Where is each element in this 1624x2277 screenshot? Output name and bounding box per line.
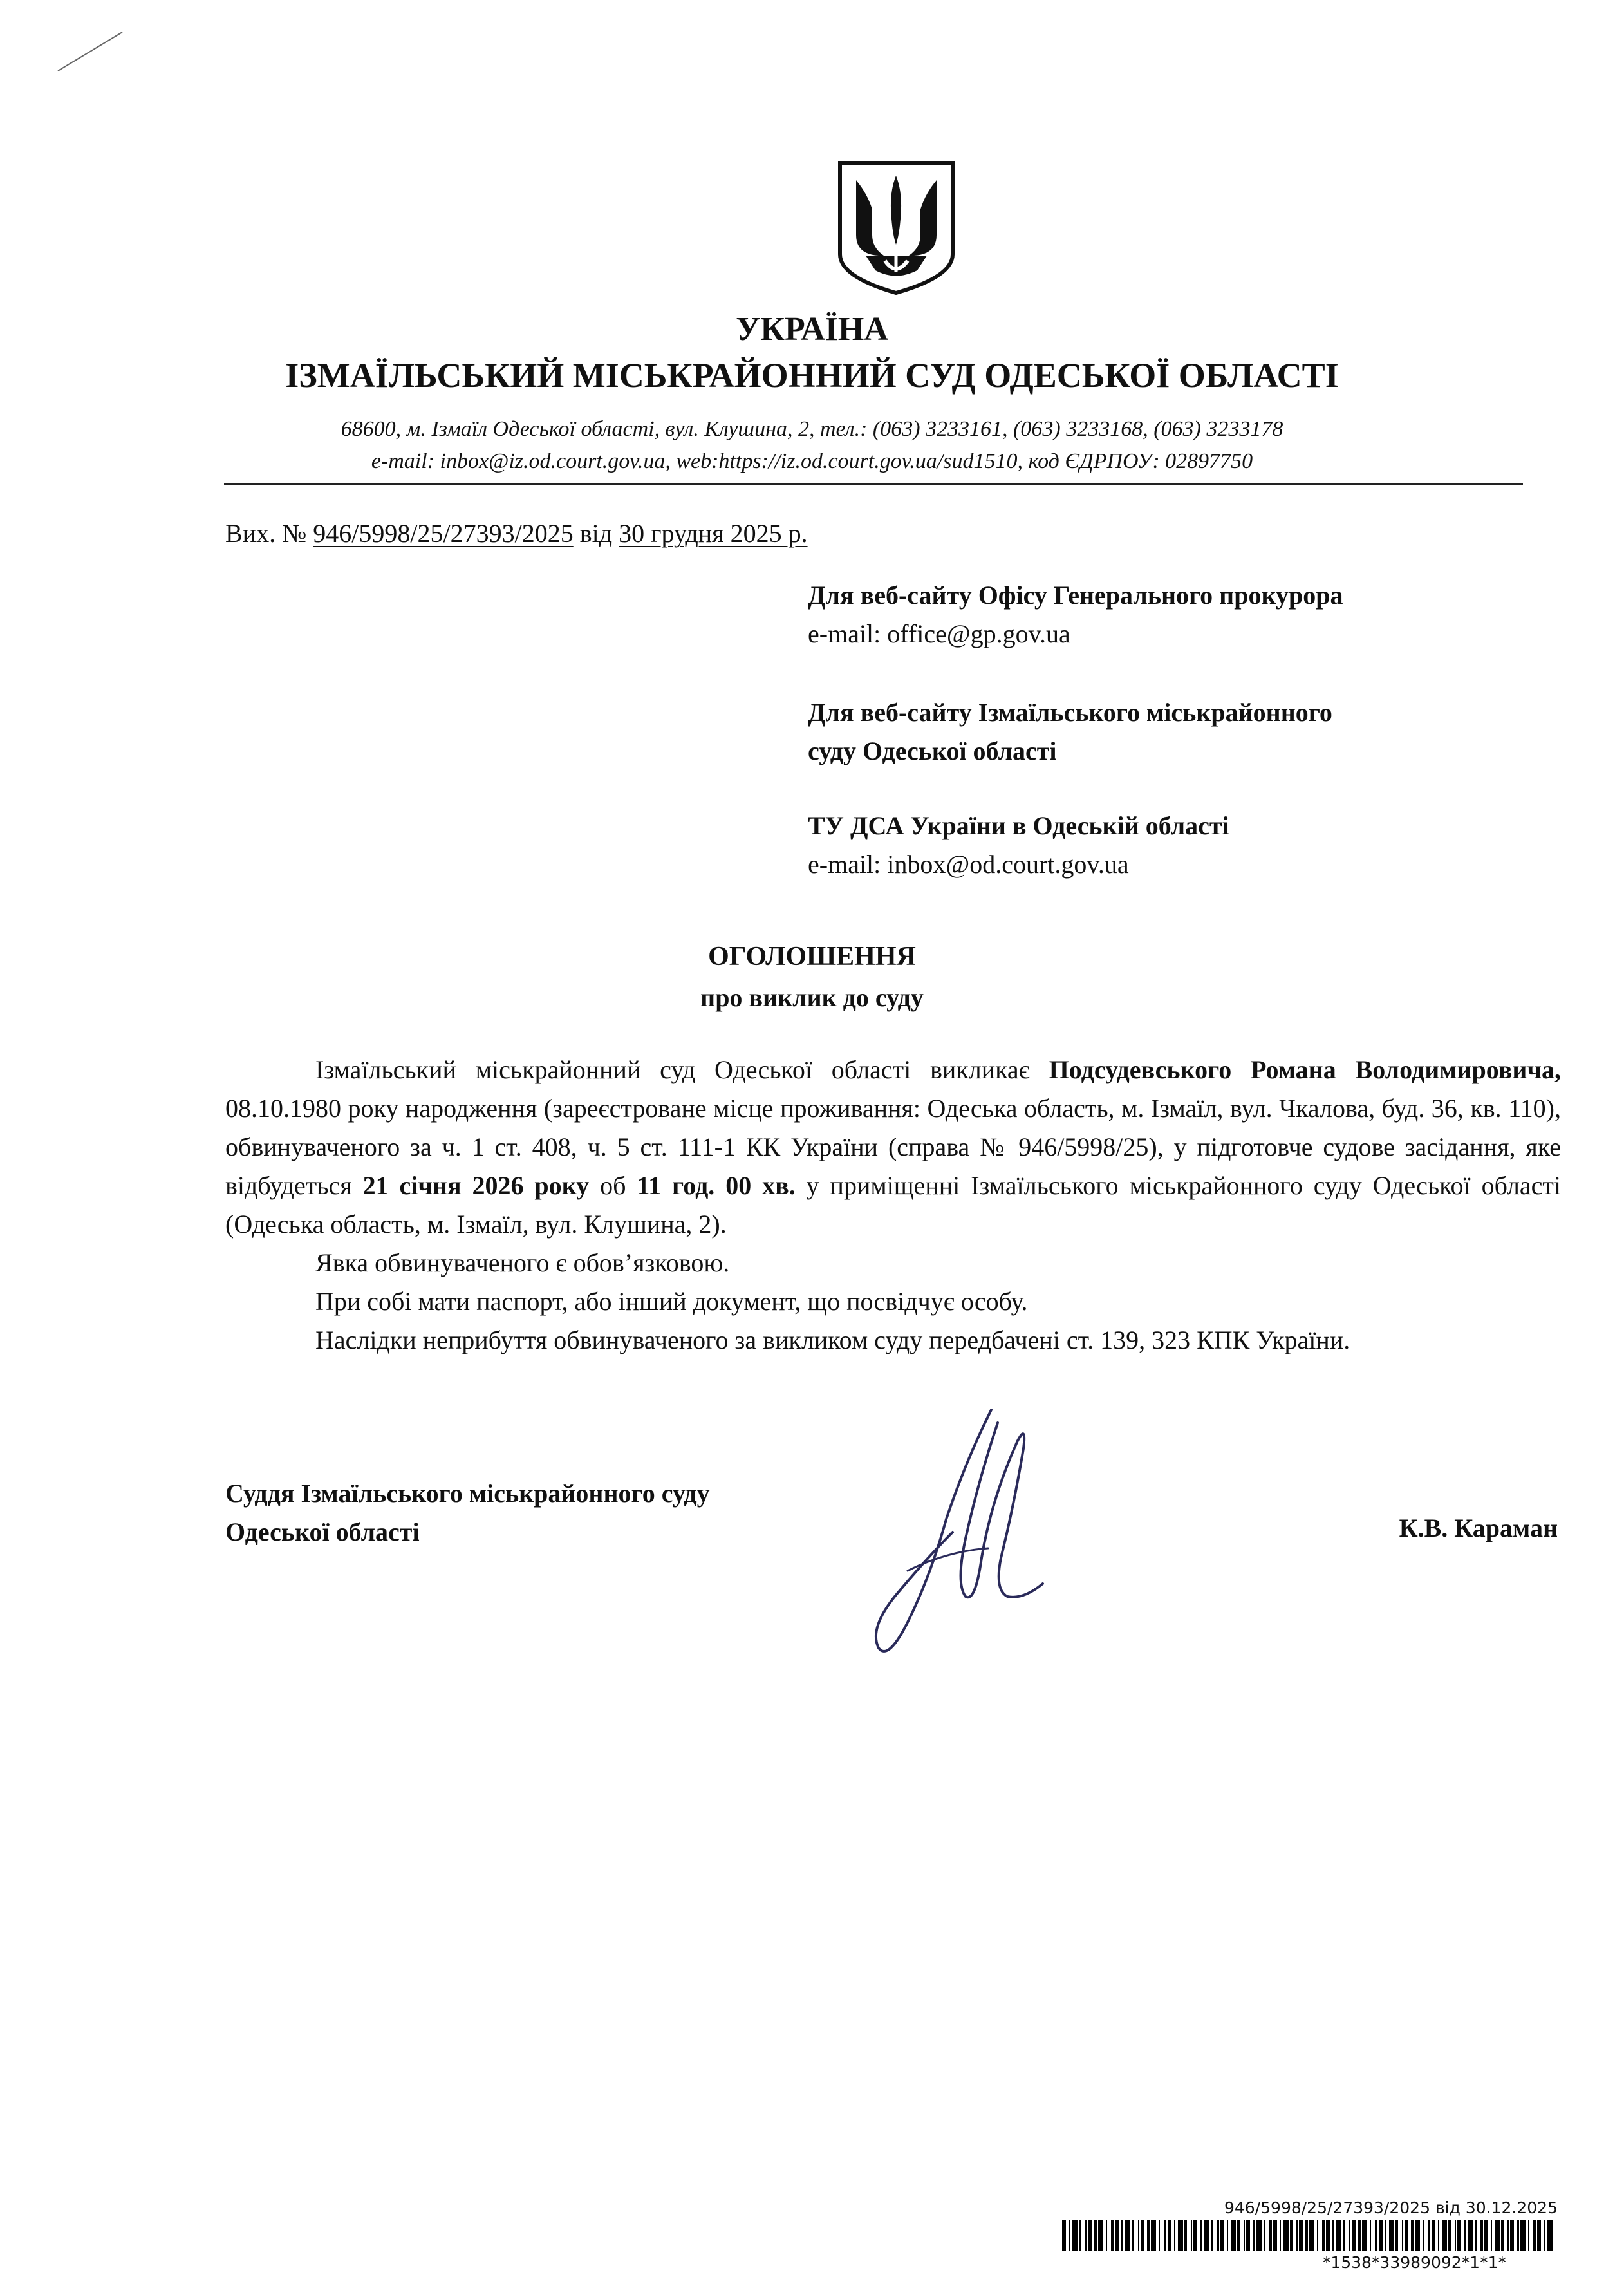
recipient-block: [808, 576, 1343, 653]
barcode-bar: [1211, 2220, 1213, 2251]
barcode-caption: 946/5998/25/27393/2025 від 30.12.2025: [1224, 2198, 1558, 2217]
barcode-bar: [1326, 2220, 1330, 2251]
barcode-bar: [1432, 2220, 1435, 2251]
barcode-bar: [1299, 2220, 1303, 2251]
barcode-bar: [1217, 2220, 1219, 2251]
recipient-name: ТУ ДСА України в Одеській області: [808, 811, 1229, 840]
recipient-name: Для веб-сайту Ізмаїльського міськрайонного: [808, 698, 1332, 727]
barcode-bar: [1411, 2220, 1414, 2251]
judge-position-line: Одеської області: [225, 1517, 420, 1546]
barcode-bar: [1358, 2220, 1361, 2251]
barcode-bar: [1204, 2220, 1209, 2251]
handwritten-signature: [869, 1403, 1088, 1674]
barcode-bar: [1475, 2220, 1477, 2251]
barcode-bar: [1098, 2220, 1103, 2251]
announcement-subtitle: про виклик до суду: [700, 983, 924, 1012]
barcode-bar: [1317, 2220, 1318, 2251]
court-address: 68600, м. Ізмаїл Одеської області, вул. Клушина, 2, тел.: (063) 3233161, (063) 3233168, (063) 3233178: [341, 417, 1283, 441]
barcode-bar: [1244, 2220, 1245, 2251]
barcode-bar: [1343, 2220, 1345, 2251]
barcode-bar: [1256, 2220, 1262, 2251]
barcode-bar: [1438, 2220, 1439, 2251]
recipient-email: e-mail: office@gp.gov.ua: [808, 619, 1070, 648]
barcode-bar: [1168, 2220, 1171, 2251]
barcode-bar: [1237, 2220, 1240, 2251]
barcode-bar: [1062, 2220, 1066, 2251]
barcode-bar: [1290, 2220, 1293, 2251]
barcode-bar: [1159, 2220, 1160, 2251]
header-divider: [224, 483, 1523, 485]
barcode-bar: [1464, 2220, 1466, 2251]
barcode-bar: [1370, 2220, 1371, 2251]
barcode-bar: [1375, 2220, 1377, 2251]
barcode-bar: [1544, 2220, 1545, 2251]
barcode-bar: [1442, 2220, 1447, 2251]
barcode-bar: [1501, 2220, 1504, 2251]
barcode-bar: [1125, 2220, 1130, 2251]
barcode-bar: [1069, 2220, 1070, 2251]
barcode-bar: [1227, 2220, 1228, 2251]
barcode-bar: [1336, 2220, 1341, 2251]
barcode-bar: [1547, 2220, 1553, 2251]
barcode-bar: [1395, 2220, 1398, 2251]
barcode-bar: [1385, 2220, 1386, 2251]
barcode: [1062, 2220, 1558, 2251]
text-run: об: [589, 1171, 637, 1200]
barcode-bar: [1264, 2220, 1265, 2251]
barcode-bar: [1528, 2220, 1529, 2251]
barcode-bar: [1280, 2220, 1281, 2251]
judge-position-line: Суддя Ізмаїльського міськрайонного суду: [225, 1479, 710, 1508]
judge-position: [225, 1474, 710, 1551]
barcode-bar: [1273, 2220, 1277, 2251]
barcode-bar: [1352, 2220, 1356, 2251]
barcode-bar: [1510, 2220, 1514, 2251]
barcode-bar: [1520, 2220, 1526, 2251]
barcode-bar: [1193, 2220, 1197, 2251]
barcode-bar: [1305, 2220, 1308, 2251]
barcode-code: *1538*33989092*1*1*: [1322, 2253, 1506, 2272]
barcode-bar: [1283, 2220, 1289, 2251]
recipient-email: e-mail: inbox@od.court.gov.ua: [808, 850, 1129, 879]
barcode-bar: [1332, 2220, 1334, 2251]
barcode-bar: [1309, 2220, 1314, 2251]
barcode-bar: [1141, 2220, 1144, 2251]
text-run: 08.10.1980 року народження (зареєстроване місце проживання: Одеська область, м. Ізмаїл, вул. Чкалова, буд. 36, кв. 110), обвинуваченого за ч. 1 ст. 408, ч. 5 ст. 111-1 КК України (справа № 946/5998/25), у підготовче судове засідання, яке відбудеться: [225, 1094, 1561, 1200]
text-run: у приміщенні Ізмаїльського міськрайонного суду Одеської області (Одеська область, м. Ізмаїл, вул. Клушина, 2).: [225, 1171, 1562, 1239]
barcode-bar: [1457, 2220, 1461, 2251]
barcode-bar: [1231, 2220, 1236, 2251]
recipient-block: [808, 807, 1229, 884]
announcement-title: ОГОЛОШЕННЯ: [708, 942, 916, 971]
barcode-bar: [1402, 2220, 1403, 2251]
barcode-bar: [1362, 2220, 1367, 2251]
hearing-date: 21 січня 2026 року: [362, 1171, 590, 1200]
barcode-bar: [1296, 2220, 1298, 2251]
barcode-bar: [1121, 2220, 1123, 2251]
barcode-bar: [1428, 2220, 1430, 2251]
barcode-bar: [1253, 2220, 1255, 2251]
barcode-bar: [1533, 2220, 1536, 2251]
outgoing-reg-number: 946/5998/25/27393/2025: [313, 519, 574, 548]
barcode-bar: [1106, 2220, 1107, 2251]
barcode-bar: [1468, 2220, 1473, 2251]
barcode-bar: [1191, 2220, 1192, 2251]
recipient-name: Для веб-сайту Офісу Генерального прокурора: [808, 581, 1343, 610]
barcode-bar: [1405, 2220, 1408, 2251]
barcode-bar: [1079, 2220, 1081, 2251]
barcode-bar: [1507, 2220, 1509, 2251]
barcode-bar: [1174, 2220, 1175, 2251]
text-run: Ізмаїльський міськрайонний суд Одеської області викликає: [315, 1055, 1049, 1084]
barcode-bar: [1495, 2220, 1500, 2251]
judge-name: К.В. Караман: [1399, 1513, 1558, 1542]
barcode-bar: [1269, 2220, 1272, 2251]
outgoing-prefix: Вих. №: [225, 519, 313, 548]
barcode-bar: [1178, 2220, 1183, 2251]
barcode-bar: [1349, 2220, 1350, 2251]
barcode-bar: [1147, 2220, 1150, 2251]
court-contacts: e-mail: inbox@iz.od.court.gov.ua, web:https://iz.od.court.gov.ua/sud1510, код ЄДРПОУ: 02897750: [371, 449, 1253, 473]
barcode-bar: [1480, 2220, 1483, 2251]
defendant-name: Подсудевського Романа Володимировича,: [1049, 1055, 1561, 1084]
barcode-bar: [1132, 2220, 1134, 2251]
barcode-bar: [1151, 2220, 1156, 2251]
consequences-paragraph: Наслідки неприбуття обвинуваченого за викликом суду передбачені ст. 139, 323 КПК України.: [315, 1326, 1350, 1354]
barcode-bar: [1491, 2220, 1492, 2251]
barcode-bar: [1094, 2220, 1097, 2251]
barcode-bar: [1164, 2220, 1166, 2251]
scan-mark: [55, 29, 126, 74]
barcode-bar: [1389, 2220, 1394, 2251]
country-heading: УКРАЇНА: [736, 311, 888, 348]
recipient-name-cont: суду Одеської області: [808, 736, 1057, 765]
barcode-bar: [1448, 2220, 1451, 2251]
hearing-time: 11 год. 00 хв.: [637, 1171, 796, 1200]
barcode-bar: [1322, 2220, 1325, 2251]
court-name-heading: ІЗМАЇЛЬСЬКИЙ МІСЬКРАЙОННИЙ СУД ОДЕСЬКОЇ ОБЛАСТІ: [285, 356, 1339, 395]
recipient-block: [808, 693, 1332, 771]
announcement-body: [225, 1051, 1561, 1360]
attendance-paragraph: Явка обвинуваченого є обов’язковою.: [315, 1248, 730, 1277]
barcode-bar: [1072, 2220, 1078, 2251]
barcode-bar: [1484, 2220, 1488, 2251]
summons-paragraph: [225, 1051, 1561, 1244]
outgoing-from: від: [573, 519, 619, 548]
barcode-bar: [1138, 2220, 1139, 2251]
barcode-bar: [1088, 2220, 1092, 2251]
barcode-bar: [1184, 2220, 1187, 2251]
barcode-bar: [1455, 2220, 1456, 2251]
barcode-bar: [1220, 2220, 1224, 2251]
barcode-bar: [1415, 2220, 1420, 2251]
barcode-bar: [1517, 2220, 1519, 2251]
barcode-bar: [1111, 2220, 1114, 2251]
barcode-bar: [1423, 2220, 1424, 2251]
barcode-bar: [1200, 2220, 1202, 2251]
barcode-bar: [1246, 2220, 1250, 2251]
outgoing-number: [225, 518, 808, 548]
outgoing-date: 30 грудня 2025 р.: [619, 519, 808, 548]
barcode-bar: [1115, 2220, 1119, 2251]
barcode-bar: [1085, 2220, 1087, 2251]
coat-of-arms-icon: [834, 158, 959, 296]
barcode-bar: [1537, 2220, 1541, 2251]
barcode-bar: [1379, 2220, 1383, 2251]
documents-paragraph: При собі мати паспорт, або інший документ, що посвідчує особу.: [315, 1287, 1028, 1316]
